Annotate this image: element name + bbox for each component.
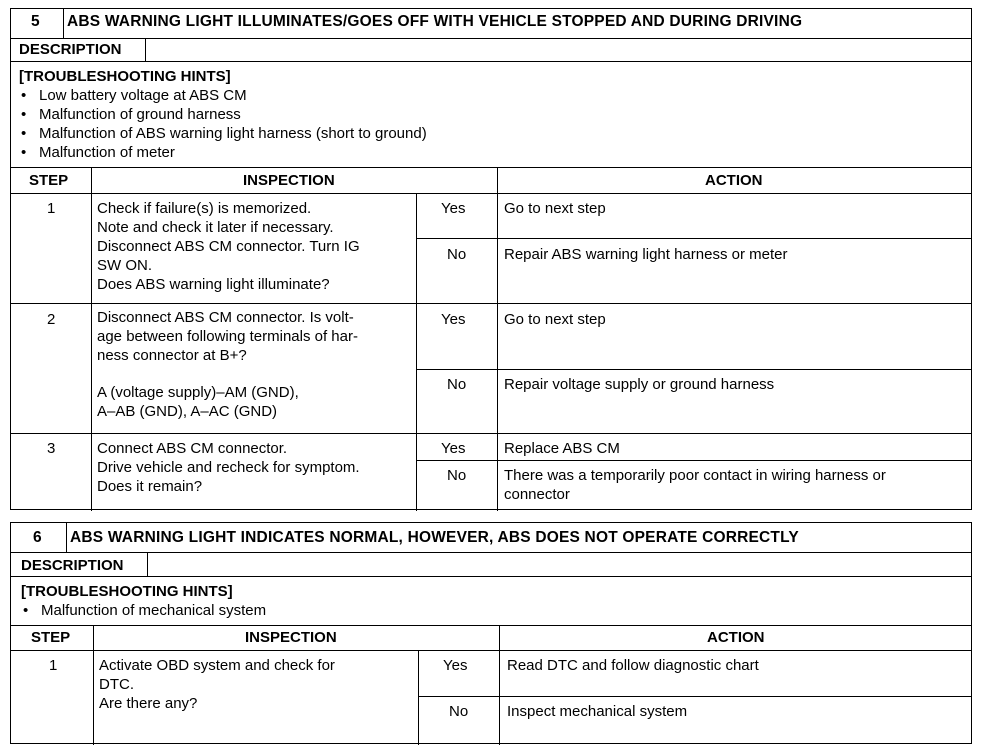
hint-item: • Malfunction of meter [19, 143, 175, 162]
step-header: STEP [29, 172, 69, 189]
section-5-hints-heading: [TROUBLESHOOTING HINTS] [19, 68, 231, 85]
yes-label: Yes [443, 657, 468, 674]
no-label: No [447, 467, 467, 484]
action-text: Repair voltage supply or ground harness [504, 376, 775, 393]
action-header: ACTION [707, 629, 765, 646]
action-text: Go to next step [504, 200, 606, 217]
yes-label: Yes [441, 440, 466, 457]
inspection-text: Connect ABS CM connector. Drive vehicle and recheck for symptom. Does it remain? [97, 440, 360, 495]
step-number: 1 [47, 200, 56, 217]
section-6-number: 6 [33, 529, 42, 546]
no-label: No [447, 376, 467, 393]
inspection-text: Activate OBD system and check for DTC. Are there any? [99, 657, 335, 712]
action-text: There was a temporarily poor contact in wiring harness or connector [504, 467, 886, 503]
action-text: Repair ABS warning light harness or meter [504, 246, 788, 263]
hint-item: • Malfunction of mechanical system [21, 601, 266, 620]
no-label: No [447, 246, 467, 263]
section-5-table [10, 8, 972, 510]
inspection-text: Disconnect ABS CM connector. Is volt- age between following terminals of har- ness connector at B+? [97, 309, 358, 364]
section-6-description-label: DESCRIPTION [21, 557, 124, 574]
section-5-description-label: DESCRIPTION [19, 41, 122, 58]
step-number: 3 [47, 440, 56, 457]
action-header: ACTION [705, 172, 763, 189]
step-number: 1 [49, 657, 58, 674]
action-text: Replace ABS CM [504, 440, 620, 457]
inspection-text: Check if failure(s) is memorized. Note and check it later if necessary. Disconnect ABS CM connector. Turn IG SW ON. Does ABS warning light illuminate? [97, 200, 360, 293]
step-header: STEP [31, 629, 71, 646]
section-5-number: 5 [31, 13, 40, 30]
hint-item: • Malfunction of ground harness [19, 105, 241, 124]
yes-label: Yes [441, 200, 466, 217]
section-6-title: ABS WARNING LIGHT INDICATES NORMAL, HOWEVER, ABS DOES NOT OPERATE CORRECTLY [70, 529, 799, 546]
inspection-text: A (voltage supply)–AM (GND), A–AB (GND), A–AC (GND) [97, 384, 299, 420]
step-number: 2 [47, 311, 56, 328]
section-6-table [10, 522, 972, 744]
hint-item: • Low battery voltage at ABS CM [19, 86, 247, 105]
action-text: Read DTC and follow diagnostic chart [507, 657, 759, 674]
inspection-header: INSPECTION [245, 629, 337, 646]
yes-label: Yes [441, 311, 466, 328]
hint-item: • Malfunction of ABS warning light harness (short to ground) [19, 124, 427, 143]
inspection-header: INSPECTION [243, 172, 335, 189]
action-text: Inspect mechanical system [507, 703, 688, 720]
section-5-title: ABS WARNING LIGHT ILLUMINATES/GOES OFF WITH VEHICLE STOPPED AND DURING DRIVING [67, 13, 803, 30]
action-text: Go to next step [504, 311, 606, 328]
section-6-hints-heading: [TROUBLESHOOTING HINTS] [21, 583, 233, 600]
no-label: No [449, 703, 469, 720]
